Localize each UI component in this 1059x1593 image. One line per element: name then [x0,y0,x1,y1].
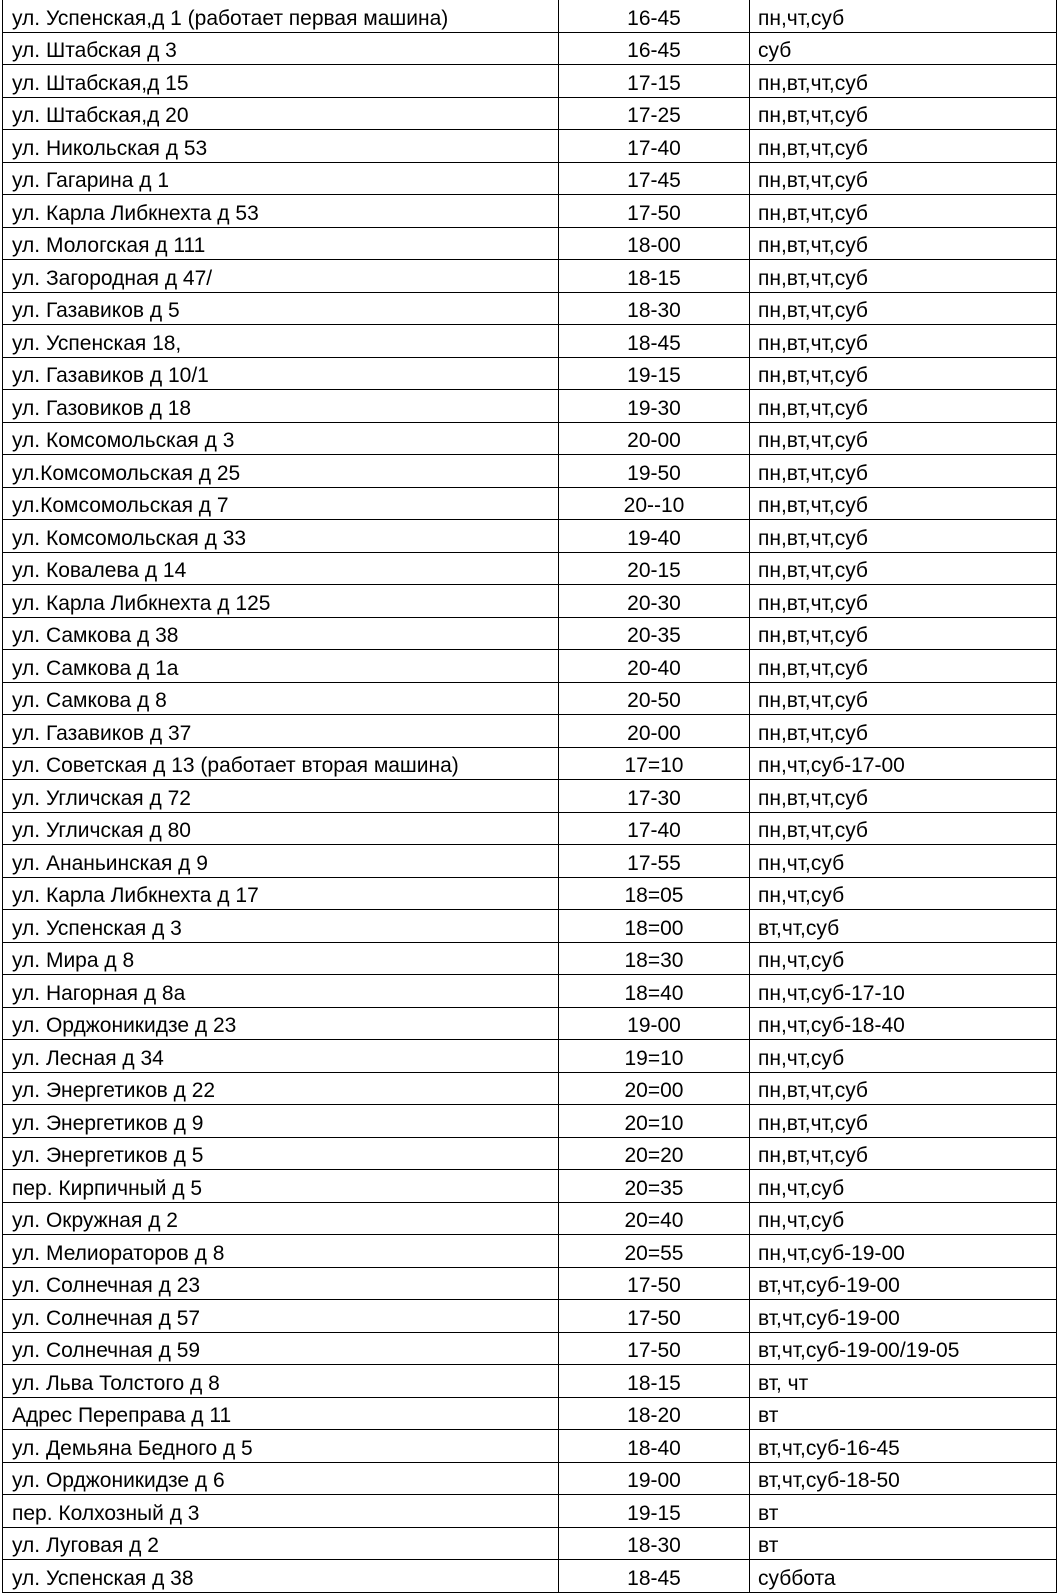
days-cell: пн,вт,чт,суб [750,162,1057,195]
days-cell: пн,вт,чт,суб [750,585,1057,618]
address-cell: ул. Гагарина д 1 [3,162,559,195]
days-cell: пн,вт,чт,суб [750,357,1057,390]
table-row [3,162,1057,195]
table-row [3,1137,1057,1170]
address-cell: ул. Штабская,д 15 [3,65,559,98]
address-cell: ул. Ковалева д 14 [3,552,559,585]
table-row [3,1527,1057,1560]
days-cell: вт,чт,суб-19-00 [750,1300,1057,1333]
time-cell: 18-40 [559,1430,750,1463]
address-cell: ул. Окружная д 2 [3,1202,559,1235]
address-cell: ул. Комсомольская д 3 [3,422,559,455]
days-cell: пн,вт,чт,суб [750,325,1057,358]
days-cell: пн,вт,чт,суб [750,812,1057,845]
table-row [3,1202,1057,1235]
table-row [3,1560,1057,1593]
table-row [3,455,1057,488]
address-cell: ул. Никольская д 53 [3,130,559,163]
table-row [3,1332,1057,1365]
days-cell: пн,вт,чт,суб [750,195,1057,228]
address-cell: ул.Комсомольская д 25 [3,455,559,488]
days-cell: пн,чт,суб [750,877,1057,910]
address-cell: ул. Энергетиков д 9 [3,1105,559,1138]
address-cell: ул. Газавиков д 37 [3,715,559,748]
address-cell: ул. Ананьинская д 9 [3,845,559,878]
days-cell: вт,чт,суб-18-50 [750,1462,1057,1495]
time-cell: 19-50 [559,455,750,488]
time-cell: 17-25 [559,97,750,130]
time-cell: 18-00 [559,227,750,260]
days-cell: пн,вт,чт,суб [750,780,1057,813]
address-cell: ул. Карла Либкнехта д 17 [3,877,559,910]
time-cell: 18-20 [559,1397,750,1430]
time-cell: 20=55 [559,1235,750,1268]
address-cell: пер. Колхозный д 3 [3,1495,559,1528]
table-row [3,357,1057,390]
time-cell: 18-15 [559,260,750,293]
time-cell: 19-15 [559,1495,750,1528]
days-cell: пн,чт,суб [750,845,1057,878]
time-cell: 17-50 [559,195,750,228]
table-row [3,487,1057,520]
time-cell: 17-50 [559,1300,750,1333]
table-row [3,260,1057,293]
time-cell: 16-45 [559,32,750,65]
address-cell: ул. Успенская д 38 [3,1560,559,1593]
table-row [3,1430,1057,1463]
days-cell: вт,чт,суб-19-00 [750,1267,1057,1300]
days-cell: пн,чт,суб [750,942,1057,975]
address-cell: ул. Нагорная д 8а [3,975,559,1008]
address-cell: ул. Мира д 8 [3,942,559,975]
days-cell: вт, чт [750,1365,1057,1398]
address-cell: ул. Мелиораторов д 8 [3,1235,559,1268]
days-cell: пн,вт,чт,суб [750,1105,1057,1138]
table-row [3,195,1057,228]
address-cell: ул. Успенская 18, [3,325,559,358]
time-cell: 17-45 [559,162,750,195]
time-cell: 16-45 [559,0,750,32]
address-cell: ул. Энергетиков д 5 [3,1137,559,1170]
address-cell: ул. Самкова д 38 [3,617,559,650]
address-cell: ул. Солнечная д 57 [3,1300,559,1333]
table-row [3,1235,1057,1268]
time-cell: 18-15 [559,1365,750,1398]
address-cell: ул. Самкова д 8 [3,682,559,715]
time-cell: 18=00 [559,910,750,943]
table-row [3,975,1057,1008]
time-cell: 17-30 [559,780,750,813]
address-cell: пер. Кирпичный д 5 [3,1170,559,1203]
days-cell: пн,чт,суб [750,1170,1057,1203]
days-cell: вт [750,1495,1057,1528]
address-cell: ул. Загородная д 47/ [3,260,559,293]
time-cell: 17-15 [559,65,750,98]
days-cell: вт,чт,суб-19-00/19-05 [750,1332,1057,1365]
address-cell: ул. Комсомольская д 33 [3,520,559,553]
address-cell: ул. Штабская д 3 [3,32,559,65]
table-row [3,97,1057,130]
time-cell: 18=40 [559,975,750,1008]
time-cell: 20=10 [559,1105,750,1138]
table-row [3,65,1057,98]
days-cell: пн,вт,чт,суб [750,130,1057,163]
table-row [3,1040,1057,1073]
address-cell: ул. Газовиков д 18 [3,390,559,423]
days-cell: пн,вт,чт,суб [750,422,1057,455]
days-cell: вт [750,1397,1057,1430]
days-cell: пн,вт,чт,суб [750,520,1057,553]
address-cell: ул. Мологская д 111 [3,227,559,260]
address-cell: ул. Лесная д 34 [3,1040,559,1073]
time-cell: 19-40 [559,520,750,553]
table-row [3,942,1057,975]
table-row [3,910,1057,943]
days-cell: пн,вт,чт,суб [750,97,1057,130]
address-cell: ул. Угличская д 80 [3,812,559,845]
address-cell: ул. Энергетиков д 22 [3,1072,559,1105]
time-cell: 18-30 [559,1527,750,1560]
address-cell: ул. Орджоникидзе д 6 [3,1462,559,1495]
table-row [3,1365,1057,1398]
days-cell: пн,вт,чт,суб [750,617,1057,650]
address-cell: ул. Солнечная д 59 [3,1332,559,1365]
address-cell: ул. Карла Либкнехта д 125 [3,585,559,618]
table-row [3,130,1057,163]
time-cell: 18-45 [559,1560,750,1593]
table-row [3,552,1057,585]
table-row [3,520,1057,553]
time-cell: 20-40 [559,650,750,683]
table-row [3,1300,1057,1333]
days-cell: вт,чт,суб-16-45 [750,1430,1057,1463]
days-cell: пн,чт,суб-17-00 [750,747,1057,780]
table-row [3,1007,1057,1040]
days-cell: пн,вт,чт,суб [750,552,1057,585]
time-cell: 18-30 [559,292,750,325]
table-row [3,585,1057,618]
days-cell: пн,вт,чт,суб [750,1137,1057,1170]
days-cell: пн,вт,чт,суб [750,227,1057,260]
table-row [3,32,1057,65]
days-cell: пн,вт,чт,суб [750,650,1057,683]
table-row [3,1105,1057,1138]
address-cell: ул. Демьяна Бедного д 5 [3,1430,559,1463]
address-cell: ул. Штабская,д 20 [3,97,559,130]
time-cell: 20-35 [559,617,750,650]
time-cell: 19-15 [559,357,750,390]
time-cell: 20-50 [559,682,750,715]
days-cell: суббота [750,1560,1057,1593]
address-cell: ул. Орджоникидзе д 23 [3,1007,559,1040]
time-cell: 20=00 [559,1072,750,1105]
days-cell: пн,вт,чт,суб [750,292,1057,325]
time-cell: 20=40 [559,1202,750,1235]
days-cell: пн,чт,суб [750,1040,1057,1073]
table-row [3,1267,1057,1300]
table-row [3,292,1057,325]
time-cell: 20-00 [559,422,750,455]
table-row [3,325,1057,358]
time-cell: 18-45 [559,325,750,358]
days-cell: пн,вт,чт,суб [750,390,1057,423]
address-cell: ул. Льва Толстого д 8 [3,1365,559,1398]
days-cell: пн,вт,чт,суб [750,455,1057,488]
time-cell: 19-00 [559,1462,750,1495]
schedule-table [2,0,1057,1593]
time-cell: 17=10 [559,747,750,780]
table-row [3,1072,1057,1105]
time-cell: 19-00 [559,1007,750,1040]
address-cell: ул. Успенская,д 1 (работает первая машина) [3,0,559,32]
time-cell: 20-30 [559,585,750,618]
time-cell: 20-15 [559,552,750,585]
time-cell: 20=20 [559,1137,750,1170]
table-row [3,1170,1057,1203]
time-cell: 19-30 [559,390,750,423]
table-row [3,617,1057,650]
table-row [3,422,1057,455]
address-cell: ул. Советская д 13 (работает вторая машина) [3,747,559,780]
time-cell: 17-40 [559,130,750,163]
time-cell: 17-50 [559,1267,750,1300]
table-row [3,812,1057,845]
address-cell: ул. Самкова д 1а [3,650,559,683]
time-cell: 17-40 [559,812,750,845]
days-cell: вт,чт,суб [750,910,1057,943]
table-row [3,1462,1057,1495]
table-row [3,0,1057,32]
table-row [3,715,1057,748]
address-cell: ул. Угличская д 72 [3,780,559,813]
days-cell: пн,чт,суб [750,1202,1057,1235]
address-cell: ул. Карла Либкнехта д 53 [3,195,559,228]
time-cell: 17-50 [559,1332,750,1365]
time-cell: 18=05 [559,877,750,910]
table-row [3,747,1057,780]
table-row [3,877,1057,910]
schedule-body [3,0,1057,1592]
address-cell: Адрес Переправа д 11 [3,1397,559,1430]
address-cell: ул. Газавиков д 10/1 [3,357,559,390]
address-cell: ул. Газавиков д 5 [3,292,559,325]
address-cell: ул. Успенская д 3 [3,910,559,943]
days-cell: пн,вт,чт,суб [750,715,1057,748]
time-cell: 20-00 [559,715,750,748]
days-cell: пн,чт,суб-18-40 [750,1007,1057,1040]
days-cell: пн,вт,чт,суб [750,682,1057,715]
time-cell: 17-55 [559,845,750,878]
table-row [3,390,1057,423]
address-cell: ул.Комсомольская д 7 [3,487,559,520]
table-row [3,1397,1057,1430]
time-cell: 19=10 [559,1040,750,1073]
days-cell: пн,чт,суб-19-00 [750,1235,1057,1268]
days-cell: пн,вт,чт,суб [750,260,1057,293]
days-cell: пн,чт,суб [750,0,1057,32]
days-cell: суб [750,32,1057,65]
address-cell: ул. Луговая д 2 [3,1527,559,1560]
time-cell: 20=35 [559,1170,750,1203]
table-row [3,682,1057,715]
time-cell: 20--10 [559,487,750,520]
days-cell: пн,вт,чт,суб [750,487,1057,520]
days-cell: пн,вт,чт,суб [750,1072,1057,1105]
days-cell: пн,чт,суб-17-10 [750,975,1057,1008]
days-cell: пн,вт,чт,суб [750,65,1057,98]
address-cell: ул. Солнечная д 23 [3,1267,559,1300]
table-row [3,650,1057,683]
days-cell: вт [750,1527,1057,1560]
table-row [3,845,1057,878]
time-cell: 18=30 [559,942,750,975]
table-row [3,227,1057,260]
table-row [3,1495,1057,1528]
table-row [3,780,1057,813]
